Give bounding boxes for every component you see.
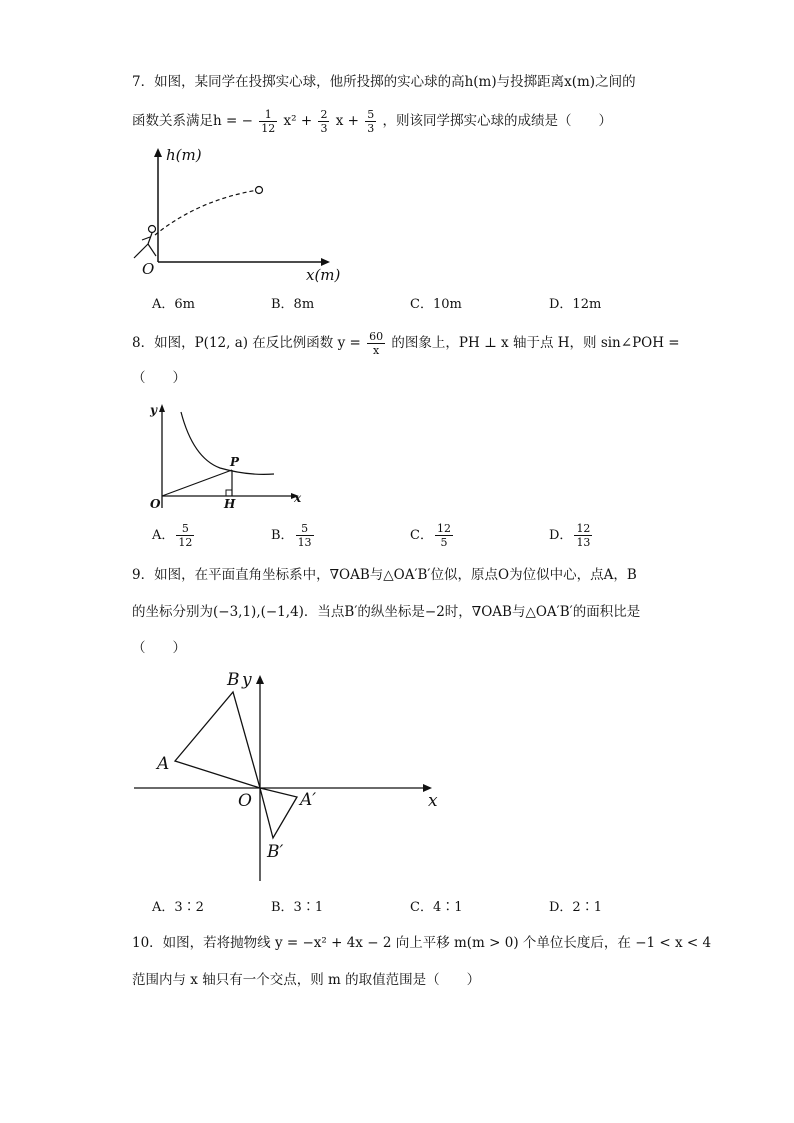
q8-figure-h: H: [224, 497, 236, 511]
q7-line2-pre: 函数关系满足h = −: [132, 113, 253, 129]
q9-line1: 9．如图，在平面直角坐标系中，∇OAB与△OA′B′位似，原点O为位似中心，点A，B: [132, 567, 637, 583]
q7-option-c[interactable]: C．10m: [410, 297, 462, 312]
q9-figure-b: B: [227, 670, 240, 690]
q8-figure: [148, 398, 308, 513]
q7-line2: [132, 108, 612, 135]
q9-option-d[interactable]: D．2∶1: [549, 900, 602, 915]
q10-line1: 10．如图，若将抛物线 y = −x² + 4x − 2 向上平移 m(m > 0) 个单位长度后，在 −1 < x < 4: [132, 935, 712, 951]
q7-option-d[interactable]: D．12m: [549, 297, 602, 312]
q7-line1: 7．如图，某同学在投掷实心球，他所投掷的实心球的高h(m)与投掷距离x(m)之间的: [132, 74, 636, 90]
q8-figure-o: O: [150, 497, 161, 511]
q8-figure-y: y: [150, 403, 157, 417]
q8-fraction: $\frac{60}{x}$: [369, 330, 384, 357]
q7-line2-mid1: x² +: [283, 113, 313, 129]
q7-option-b[interactable]: B．8m: [271, 297, 315, 312]
q8-option-a[interactable]: A． $\frac{5}{12}$: [152, 522, 193, 549]
q7-line2-mid2: x +: [335, 113, 359, 129]
q7-figure-origin: O: [142, 260, 155, 278]
q7-figure: [128, 140, 348, 285]
q9-figure-a-prime: A′: [300, 790, 317, 810]
q7-line2-post: ，则该同学掷实心球的成绩是（ ）: [382, 113, 613, 129]
q9-figure-y: y: [242, 670, 252, 690]
q8-line1: [132, 330, 680, 357]
q7-fraction-1: $\frac{1}{12}$: [261, 108, 276, 135]
q9-line3: （ ）: [132, 640, 186, 656]
q9-figure-x: x: [428, 791, 438, 811]
q7-option-a[interactable]: A．6m: [152, 297, 195, 312]
q9-option-a[interactable]: A．3∶2: [152, 900, 204, 915]
q8-line1-pre: 8．如图，P(12, a) 在反比例函数 y =: [132, 335, 361, 351]
q9-figure: [128, 665, 458, 890]
q7-fraction-2: $\frac{2}{3}$: [320, 108, 328, 135]
q7-figure-ylabel: h(m): [166, 146, 202, 164]
q8-option-d[interactable]: D． $\frac{12}{13}$: [549, 522, 591, 549]
q7-figure-xlabel: x(m): [306, 266, 341, 284]
q9-option-b[interactable]: B．3∶1: [271, 900, 324, 915]
q10-line2: 范围内与 x 轴只有一个交点，则 m 的取值范围是（ ）: [132, 972, 481, 988]
q9-option-c[interactable]: C．4∶1: [410, 900, 463, 915]
q8-figure-p: P: [230, 455, 240, 469]
q9-figure-a: A: [157, 754, 170, 774]
q8-option-b[interactable]: B． $\frac{5}{13}$: [271, 522, 312, 549]
q8-line1-post: 的图象上，PH ⊥ x 轴于点 H，则 sin∠POH =: [391, 335, 680, 351]
q9-figure-b-prime: B′: [267, 842, 284, 862]
q8-line2: （ ）: [132, 370, 186, 386]
q9-figure-o: O: [238, 791, 252, 811]
q8-option-c[interactable]: C． $\frac{12}{5}$: [410, 522, 451, 549]
q7-fraction-3: $\frac{5}{3}$: [367, 108, 375, 135]
q8-figure-x: x: [294, 491, 302, 505]
q9-line2: 的坐标分别为(−3,1),(−1,4)．当点B′的纵坐标是−2时，∇OAB与△OA′B′的面积比是: [132, 604, 641, 620]
